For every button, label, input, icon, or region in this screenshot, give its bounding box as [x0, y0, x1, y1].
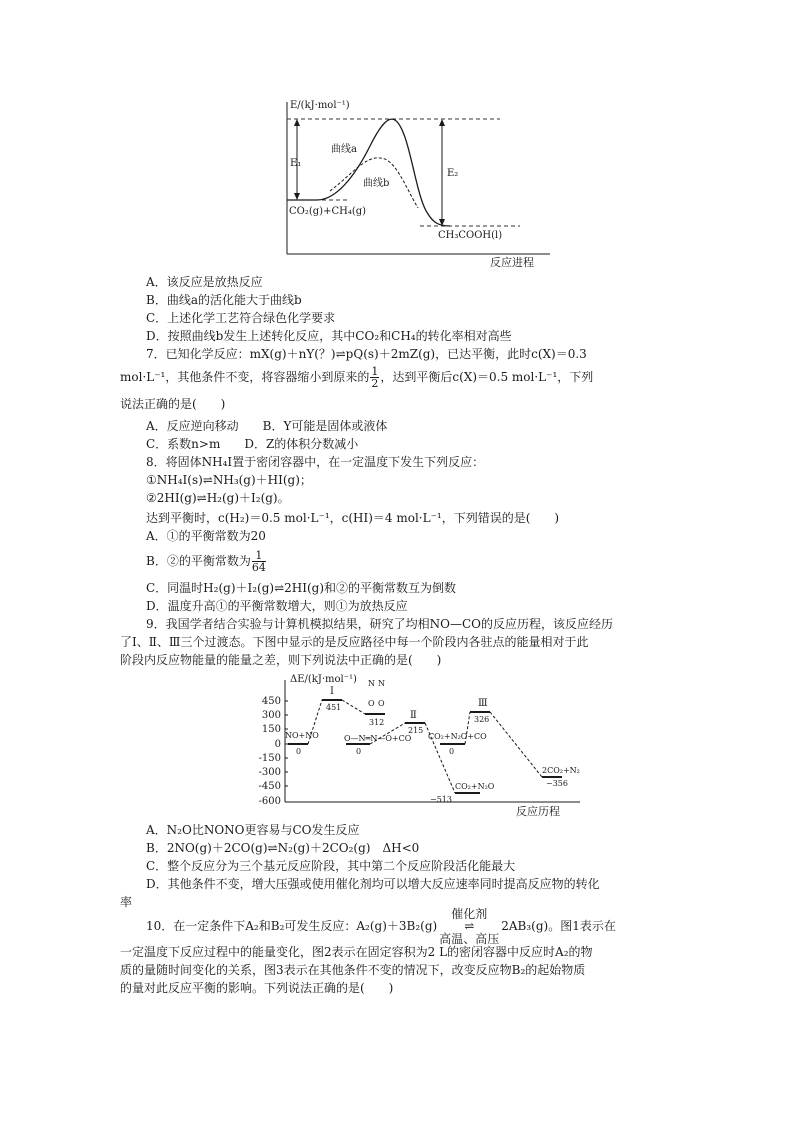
- e1-arrow-top: [294, 119, 300, 126]
- q7-line2-part1: mol·L⁻¹，其他条件不变，将容器缩小到原来的: [120, 370, 370, 384]
- value-0c: 0: [449, 747, 455, 756]
- q9-option-b: B．2NO(g)＋2CO(g)⇌N₂(g)＋2CO₂(g) ΔH<0: [146, 841, 420, 855]
- curve-b-label: 曲线b: [363, 178, 390, 189]
- q9-option-c: C．整个反应分为三个基元反应阶段，其中第二个反应阶段活化能最大: [146, 859, 516, 873]
- tick-m600: -600: [258, 796, 281, 807]
- q8-option-a: A．①的平衡常数为20: [146, 529, 266, 543]
- q10-line1-part2: 2AB₃(g)。图1表示在: [501, 919, 616, 933]
- tick-300: 300: [261, 710, 281, 721]
- ts-iii: Ⅲ: [478, 698, 488, 709]
- q8-option-b-text: B．②的平衡常数为: [146, 554, 251, 568]
- ts-i: Ⅰ: [330, 686, 334, 697]
- fig2-labels: [285, 679, 580, 804]
- fig2-levels: [288, 700, 562, 793]
- q10-stem-line3: 质的量随时间变化的关系，图3表示在其他条件不变的情况下，改变反应物B₂的起始物质: [120, 963, 586, 977]
- tick-m150: -150: [258, 753, 281, 764]
- q10-catalyst: 催化剂: [451, 907, 488, 921]
- q6-option-c: C．上述化学工艺符合绿色化学要求: [146, 311, 336, 325]
- q6-option-a: A．该反应是放热反应: [146, 275, 263, 289]
- ts-ii: Ⅱ: [410, 710, 417, 721]
- y-axis-label: E/(kJ·mol⁻¹): [290, 100, 350, 111]
- species-co2n2o: CO₂+N₂O: [455, 782, 495, 791]
- q8-frac-den: 64: [251, 561, 266, 574]
- q9-stem-line3: 阶段内反应物能量的能量之差，则下列说法中正确的是( ): [120, 653, 442, 667]
- q9-stem-line2: 了Ⅰ、Ⅱ、Ⅲ三个过渡态。下图中显示的是反应路径中每一个阶段内各驻点的能量相对于此: [120, 635, 589, 649]
- q9-option-d: D．其他条件不变，增大压强或使用催化剂均可以增大反应速率同时提高反应物的转化: [146, 877, 600, 891]
- q10-stem-line1: [146, 907, 616, 946]
- q7-stem-line3: 说法正确的是( ): [120, 397, 226, 411]
- value-326: 326: [474, 715, 490, 724]
- label-e2: E₂: [447, 168, 459, 179]
- q7-options-cd: C．系数n>m D．Z的体积分数减小: [146, 437, 359, 451]
- fig2-y-axis-label: ΔE/(kJ·mol⁻¹): [290, 674, 357, 685]
- q7-stem-line1: 7．已知化学反应：mX(g)＋nY(？)⇌pQ(s)＋2mZ(g)，已达平衡，此时c(X)＝0.3: [146, 347, 587, 361]
- species-2co2n2: 2CO₂+N₂: [542, 766, 580, 775]
- fig2-x-axis-label: 反应历程: [516, 805, 560, 818]
- fig2-connectors: [308, 700, 542, 793]
- q8-option-d: D．温度升高①的平衡常数增大，则①为放热反应: [146, 599, 408, 613]
- products-label: CH₃COOH(l): [438, 230, 503, 241]
- q7-frac-den: 2: [371, 377, 379, 390]
- q8-reaction-2: ②2HI(g)⇌H₂(g)＋I₂(g)。: [146, 491, 290, 505]
- q8-frac-num: 1: [252, 550, 266, 562]
- onno-o1: O: [368, 699, 375, 708]
- onno-o2: O: [378, 699, 385, 708]
- q6-option-d: D．按照曲线b发生上述转化反应，其中CO₂和CH₄的转化率相对高些: [146, 329, 512, 343]
- tick-0: 0: [274, 739, 281, 750]
- value-0a: 0: [296, 747, 302, 756]
- value-312: 312: [369, 718, 385, 727]
- q8-reaction-1: ①NH₄I(s)⇌NH₃(g)＋HI(g)；: [146, 473, 312, 487]
- reactants-label: CO₂(g)+CH₄(g): [289, 206, 367, 217]
- fig2-y-ticks: [259, 696, 281, 807]
- onno-n1: N: [368, 679, 375, 688]
- q10-conditions: 高温、高压: [439, 932, 500, 946]
- value-451: 451: [326, 703, 342, 712]
- q7-line2-part2: ，达到平衡后c(X)＝0.5 mol·L⁻¹，下列: [380, 370, 594, 384]
- value-0b: 0: [356, 747, 362, 756]
- q9-stem-line1: 9．我国学者结合实验与计算机模拟结果，研究了均相NO—CO的反应历程，该反应经历: [146, 617, 613, 631]
- q10-stem-line2: 一定温度下反应过程中的能量变化，图2表示在固定容积为2 L的密闭容器中反应时A₂的物: [120, 945, 593, 959]
- q8-option-b: [146, 550, 267, 573]
- onno-n2: N: [378, 679, 385, 688]
- q9-option-a: A．N₂O比NONO更容易与CO发生反应: [146, 823, 360, 837]
- energy-profile-figure: [270, 96, 560, 268]
- tick-m300: -300: [258, 767, 281, 778]
- q10-reaction-arrow: 催化剂 ⇌ 高温、高压: [439, 907, 500, 946]
- q10-stem-line4: 的量对此反应平衡的影响。下列说法正确的是( ): [120, 981, 394, 995]
- tick-450: 450: [261, 696, 281, 707]
- q7-stem-line2: [120, 366, 593, 389]
- q6-option-b: B．曲线a的活化能大于曲线b: [146, 293, 302, 307]
- label-e1: E₁: [290, 158, 302, 169]
- q8-option-b-fraction: [252, 550, 266, 573]
- q7-options-ab: A．反应逆向移动 B．Y可能是固体或液体: [146, 419, 388, 433]
- curve-a-label: 曲线a: [331, 144, 357, 155]
- e1-arrow-bottom: [294, 193, 300, 200]
- q8-condition: 达到平衡时，c(H₂)＝0.5 mol·L⁻¹，c(HI)＝4 mol·L⁻¹，下列错误的是( ): [146, 511, 560, 525]
- e2-arrow-top: [439, 119, 445, 126]
- species-onno: O—N═N—O+CO: [344, 734, 412, 743]
- q7-fraction: [370, 366, 379, 389]
- q10-line1-part1: 10．在一定条件下A₂和B₂可发生反应：A₂(g)＋3B₂(g): [146, 919, 438, 933]
- reaction-pathway-figure: [250, 670, 630, 820]
- q9-option-d-continuation: 率: [120, 895, 133, 909]
- species-nono: NO+NO: [285, 731, 319, 740]
- value-m356: −356: [546, 779, 568, 788]
- q8-option-c: C．同温时H₂(g)＋I₂(g)⇌2HI(g)和②的平衡常数互为倒数: [146, 581, 457, 595]
- tick-m450: -450: [258, 781, 281, 792]
- x-axis-label: 反应进程: [490, 256, 534, 269]
- value-m513: −513: [430, 795, 452, 804]
- species-co2n2o-co: CO₂+N₂O+CO: [428, 732, 487, 741]
- q8-stem: 8．将固体NH₄I置于密闭容器中，在一定温度下发生下列反应：: [146, 455, 485, 469]
- tick-150: 150: [261, 724, 281, 735]
- value-215: 215: [408, 726, 424, 735]
- q7-frac-num: 1: [371, 365, 379, 378]
